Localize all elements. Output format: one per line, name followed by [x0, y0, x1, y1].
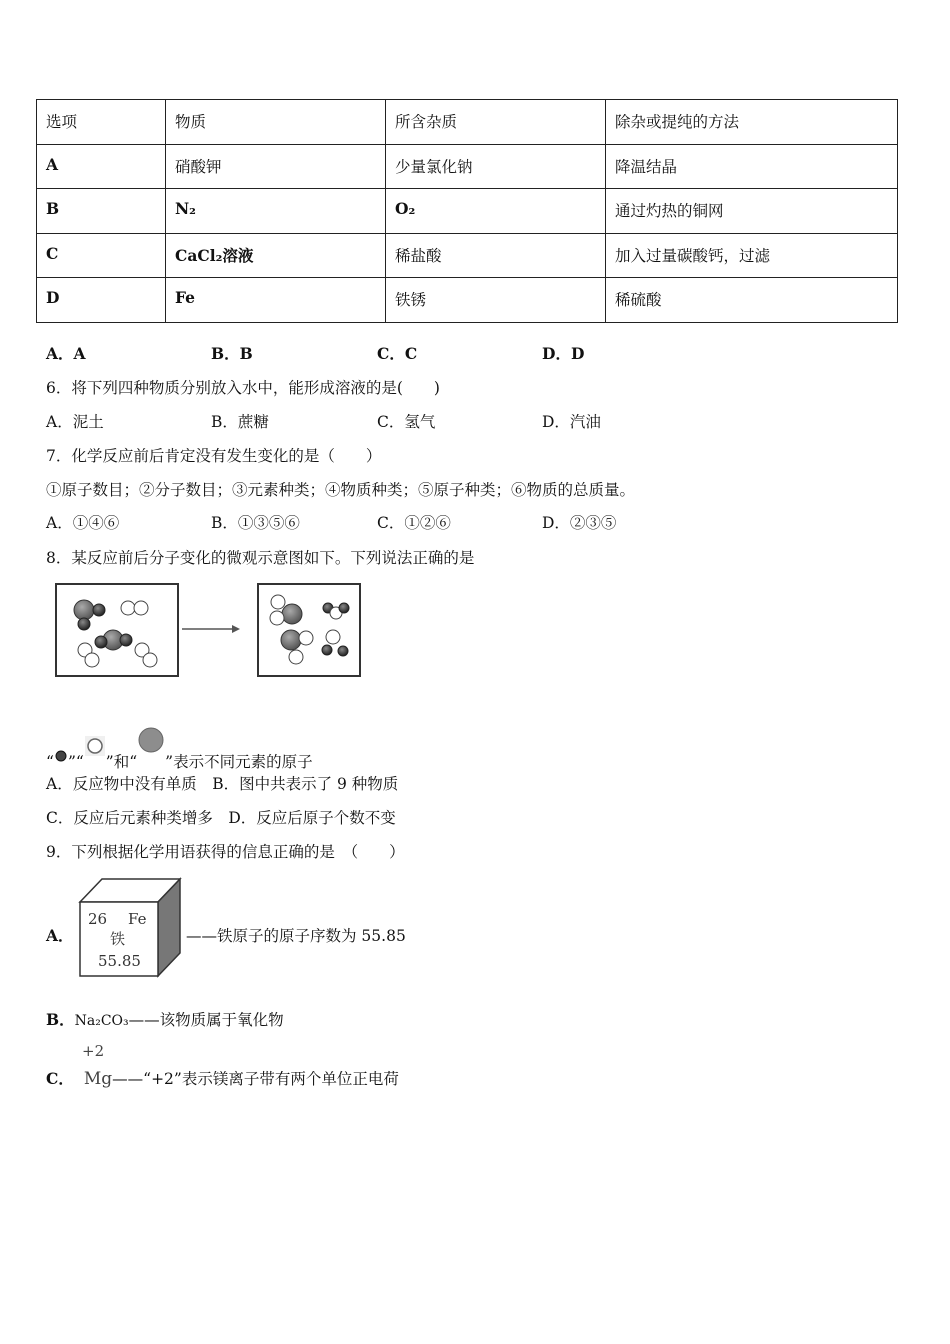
q7-stem: 7．化学反应前后肯定没有发生变化的是（ ） — [46, 447, 382, 465]
q6-option-b: B．蔗糖 — [211, 413, 269, 431]
cube-mass: 55.85 — [98, 952, 141, 970]
q6-stem: 6．将下列四种物质分别放入水中，能形成溶液的是( ) — [46, 379, 440, 397]
table-header-cell: 所含杂质 — [386, 100, 606, 145]
legend-and: ”和“ — [105, 753, 138, 771]
q5-option-a: A．A — [46, 344, 86, 363]
table-cell: 稀盐酸 — [386, 233, 606, 278]
legend-tail: ”表示不同元素的原子 — [165, 753, 313, 771]
q6-option-d: D．汽油 — [542, 413, 601, 431]
q7-option-b: B．①③⑤⑥ — [211, 514, 300, 532]
q9-b-line — [46, 1008, 284, 1030]
q5-option-c: C．C — [377, 344, 418, 363]
cube-name: 铁 — [110, 930, 126, 948]
table-cell: B — [37, 189, 166, 234]
small-dark-atom-icon — [54, 749, 68, 763]
table-row — [37, 189, 898, 234]
table-cell: 加入过量碳酸钙，过滤 — [606, 233, 898, 278]
table-cell: O₂ — [386, 189, 606, 234]
table-cell: N₂ — [166, 189, 386, 234]
table-cell: 稀硫酸 — [606, 278, 898, 323]
table-header-cell: 除杂或提纯的方法 — [606, 100, 898, 145]
table-cell: A — [37, 144, 166, 189]
table-cell: 通过灼热的铜网 — [606, 189, 898, 234]
q9-b-formula: Na₂CO₃ — [74, 1013, 129, 1029]
table-row — [37, 233, 898, 278]
molecule-reaction-diagram — [52, 580, 364, 680]
q7-option-a: A．①④⑥ — [46, 514, 120, 532]
table-cell: C — [37, 233, 166, 278]
cube-symbol: Fe — [128, 910, 147, 928]
table-header-cell: 物质 — [166, 100, 386, 145]
reaction-arrow — [182, 625, 240, 633]
table-cell: D — [37, 278, 166, 323]
q8-stem: 8．某反应前后分子变化的微观示意图如下。下列说法正确的是 — [46, 549, 475, 567]
q9-stem: 9．下列根据化学用语获得的信息正确的是 （ ） — [46, 843, 405, 861]
q5-option-d: D．D — [542, 344, 585, 363]
q8-options-line-1: A．反应物中没有单质 B．图中共表示了 9 种物质 — [46, 775, 399, 793]
q9-a-text: ——铁原子的原子序数为 55.85 — [186, 927, 406, 945]
q9-c-label: C． — [46, 1069, 74, 1088]
table-cell: 降温结晶 — [606, 144, 898, 189]
table-header-row — [37, 100, 898, 145]
q8-options-line-2: C．反应后元素种类增多 D．反应后原子个数不变 — [46, 809, 396, 827]
table-row — [37, 144, 898, 189]
q5-option-b: B．B — [211, 344, 253, 363]
cube-atomic-number: 26 — [88, 910, 108, 928]
q9-c-line — [46, 1067, 399, 1089]
q7-option-d: D．②③⑤ — [542, 514, 617, 532]
table-cell: 少量氯化钠 — [386, 144, 606, 189]
table-row — [37, 278, 898, 323]
legend-sep: ”“ — [67, 753, 84, 771]
q9-a-label: A． — [46, 926, 74, 945]
table-cell: CaCl₂溶液 — [166, 233, 386, 278]
iron-element-cube — [76, 876, 184, 978]
q9-b-label: B． — [46, 1010, 75, 1029]
large-gray-atom-icon — [137, 726, 165, 754]
q9-c-charge: +2 — [82, 1042, 105, 1060]
q9-c-symbol: Mg — [83, 1069, 113, 1089]
white-atom-icon — [84, 735, 106, 757]
q8-legend — [46, 726, 313, 772]
table-header-cell: 选项 — [37, 100, 166, 145]
q9-b-text: ——该物质属于氧化物 — [128, 1011, 284, 1029]
q9-c-text: ——“+2”表示镁离子带有两个单位正电荷 — [112, 1070, 399, 1088]
q7-option-c: C．①②⑥ — [377, 514, 451, 532]
table-cell: 硝酸钾 — [166, 144, 386, 189]
reactant-box — [56, 584, 178, 676]
table-cell: Fe — [166, 278, 386, 323]
q7-items: ①原子数目；②分子数目；③元素种类；④物质种类；⑤原子种类；⑥物质的总质量。 — [46, 481, 636, 499]
impurity-table — [36, 99, 898, 323]
table-cell: 铁锈 — [386, 278, 606, 323]
legend-quote: “ — [46, 753, 54, 771]
q6-option-a: A．泥土 — [46, 413, 104, 431]
q6-option-c: C．氢气 — [377, 413, 436, 431]
